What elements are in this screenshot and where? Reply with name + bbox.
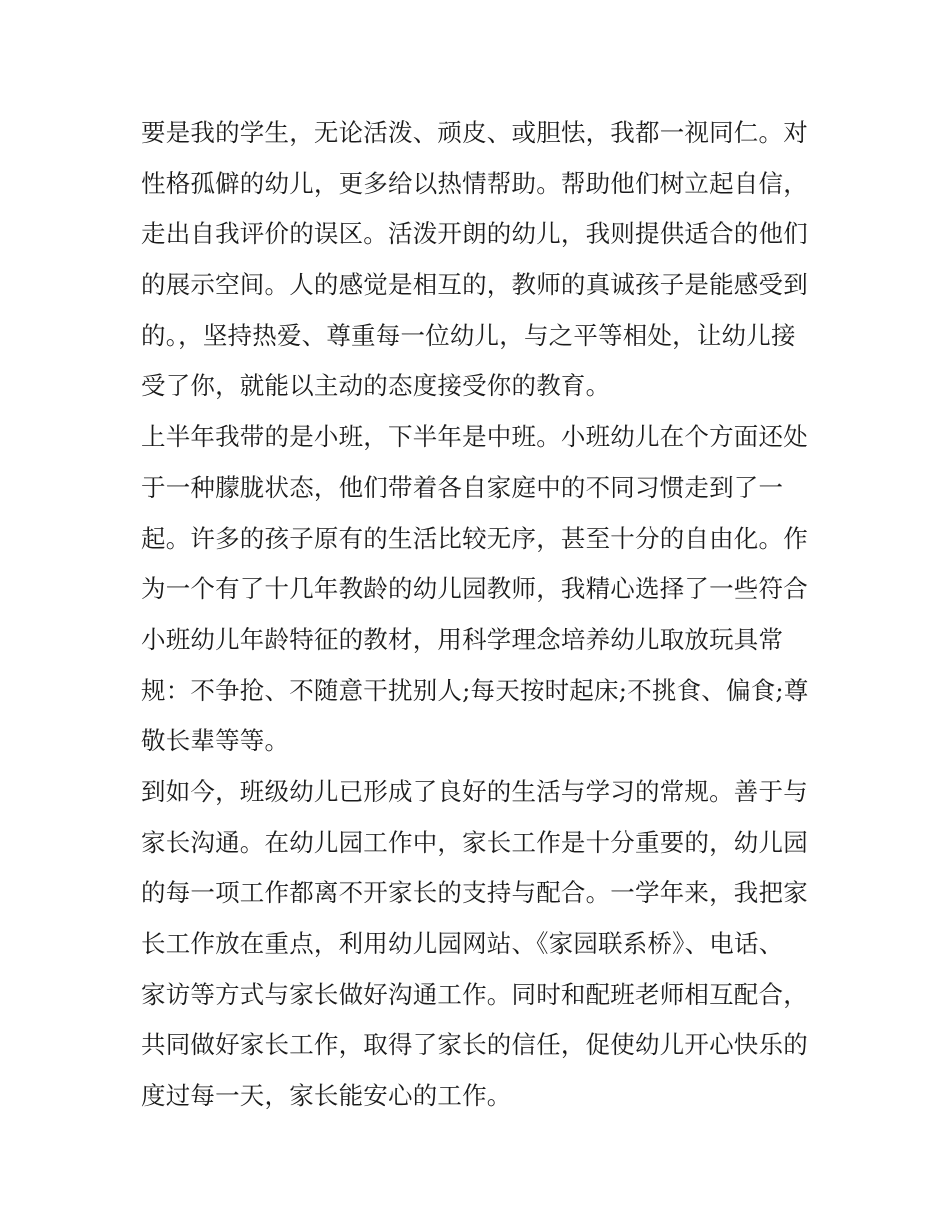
text-line: 敬长辈等等。 xyxy=(141,726,290,756)
paragraph-2 xyxy=(141,412,816,767)
text-line: 于一种朦胧状态，他们带着各自家庭中的不同习惯走到了一 xyxy=(141,472,784,502)
text-line: 的。，坚持热爱、尊重每一位幼儿，与之平等相处，让幼儿接 xyxy=(141,320,796,350)
text-line: 走出自我评价的误区。活泼开朗的幼儿，我则提供适合的他们 xyxy=(141,219,808,249)
text-line: 规：不争抢、不随意干扰别人;每天按时起床;不挑食、偏食;尊 xyxy=(141,675,809,705)
text-line: 度过每一天，家长能安心的工作。 xyxy=(141,1081,512,1111)
text-line: 的每一项工作都离不开家长的支持与配合。一学年来，我把家 xyxy=(141,878,808,908)
text-line: 要是我的学生，无论活泼、顽皮、或胆怯，我都一视同仁。对 xyxy=(141,118,808,147)
text-line: 长工作放在重点，利用幼儿园网站、《家园联系桥》、电话、 xyxy=(141,929,784,958)
text-line: 受了你，就能以主动的态度接受你的教育。 xyxy=(141,371,611,401)
text-line: 家长沟通。在幼儿园工作中，家长工作是十分重要的，幼儿园 xyxy=(141,827,808,857)
text-line: 家访等方式与家长做好沟通工作。同时和配班老师相互配合， xyxy=(141,979,808,1009)
document-body xyxy=(141,108,816,1122)
text-line: 为一个有了十几年教龄的幼儿园教师，我精心选择了一些符合 xyxy=(141,574,808,604)
text-line: 起。许多的孩子原有的生活比较无序，甚至十分的自由化。作 xyxy=(141,523,808,553)
paragraph-1 xyxy=(141,108,816,412)
text-line: 上半年我带的是小班，下半年是中班。小班幼儿在个方面还处 xyxy=(141,422,808,452)
text-line: 的展示空间。人的感觉是相互的，教师的真诚孩子是能感受到 xyxy=(141,270,808,300)
text-line: 共同做好家长工作，取得了家长的信任，促使幼儿开心快乐的 xyxy=(141,1030,808,1060)
text-line: 性格孤僻的幼儿，更多给以热情帮助。帮助他们树立起自信， xyxy=(141,168,808,198)
text-line: 小班幼儿年龄特征的教材，用科学理念培养幼儿取放玩具常 xyxy=(141,624,784,654)
text-line: 到如今，班级幼儿已形成了良好的生活与学习的常规。善于与 xyxy=(141,776,808,806)
paragraph-3 xyxy=(141,767,816,1122)
